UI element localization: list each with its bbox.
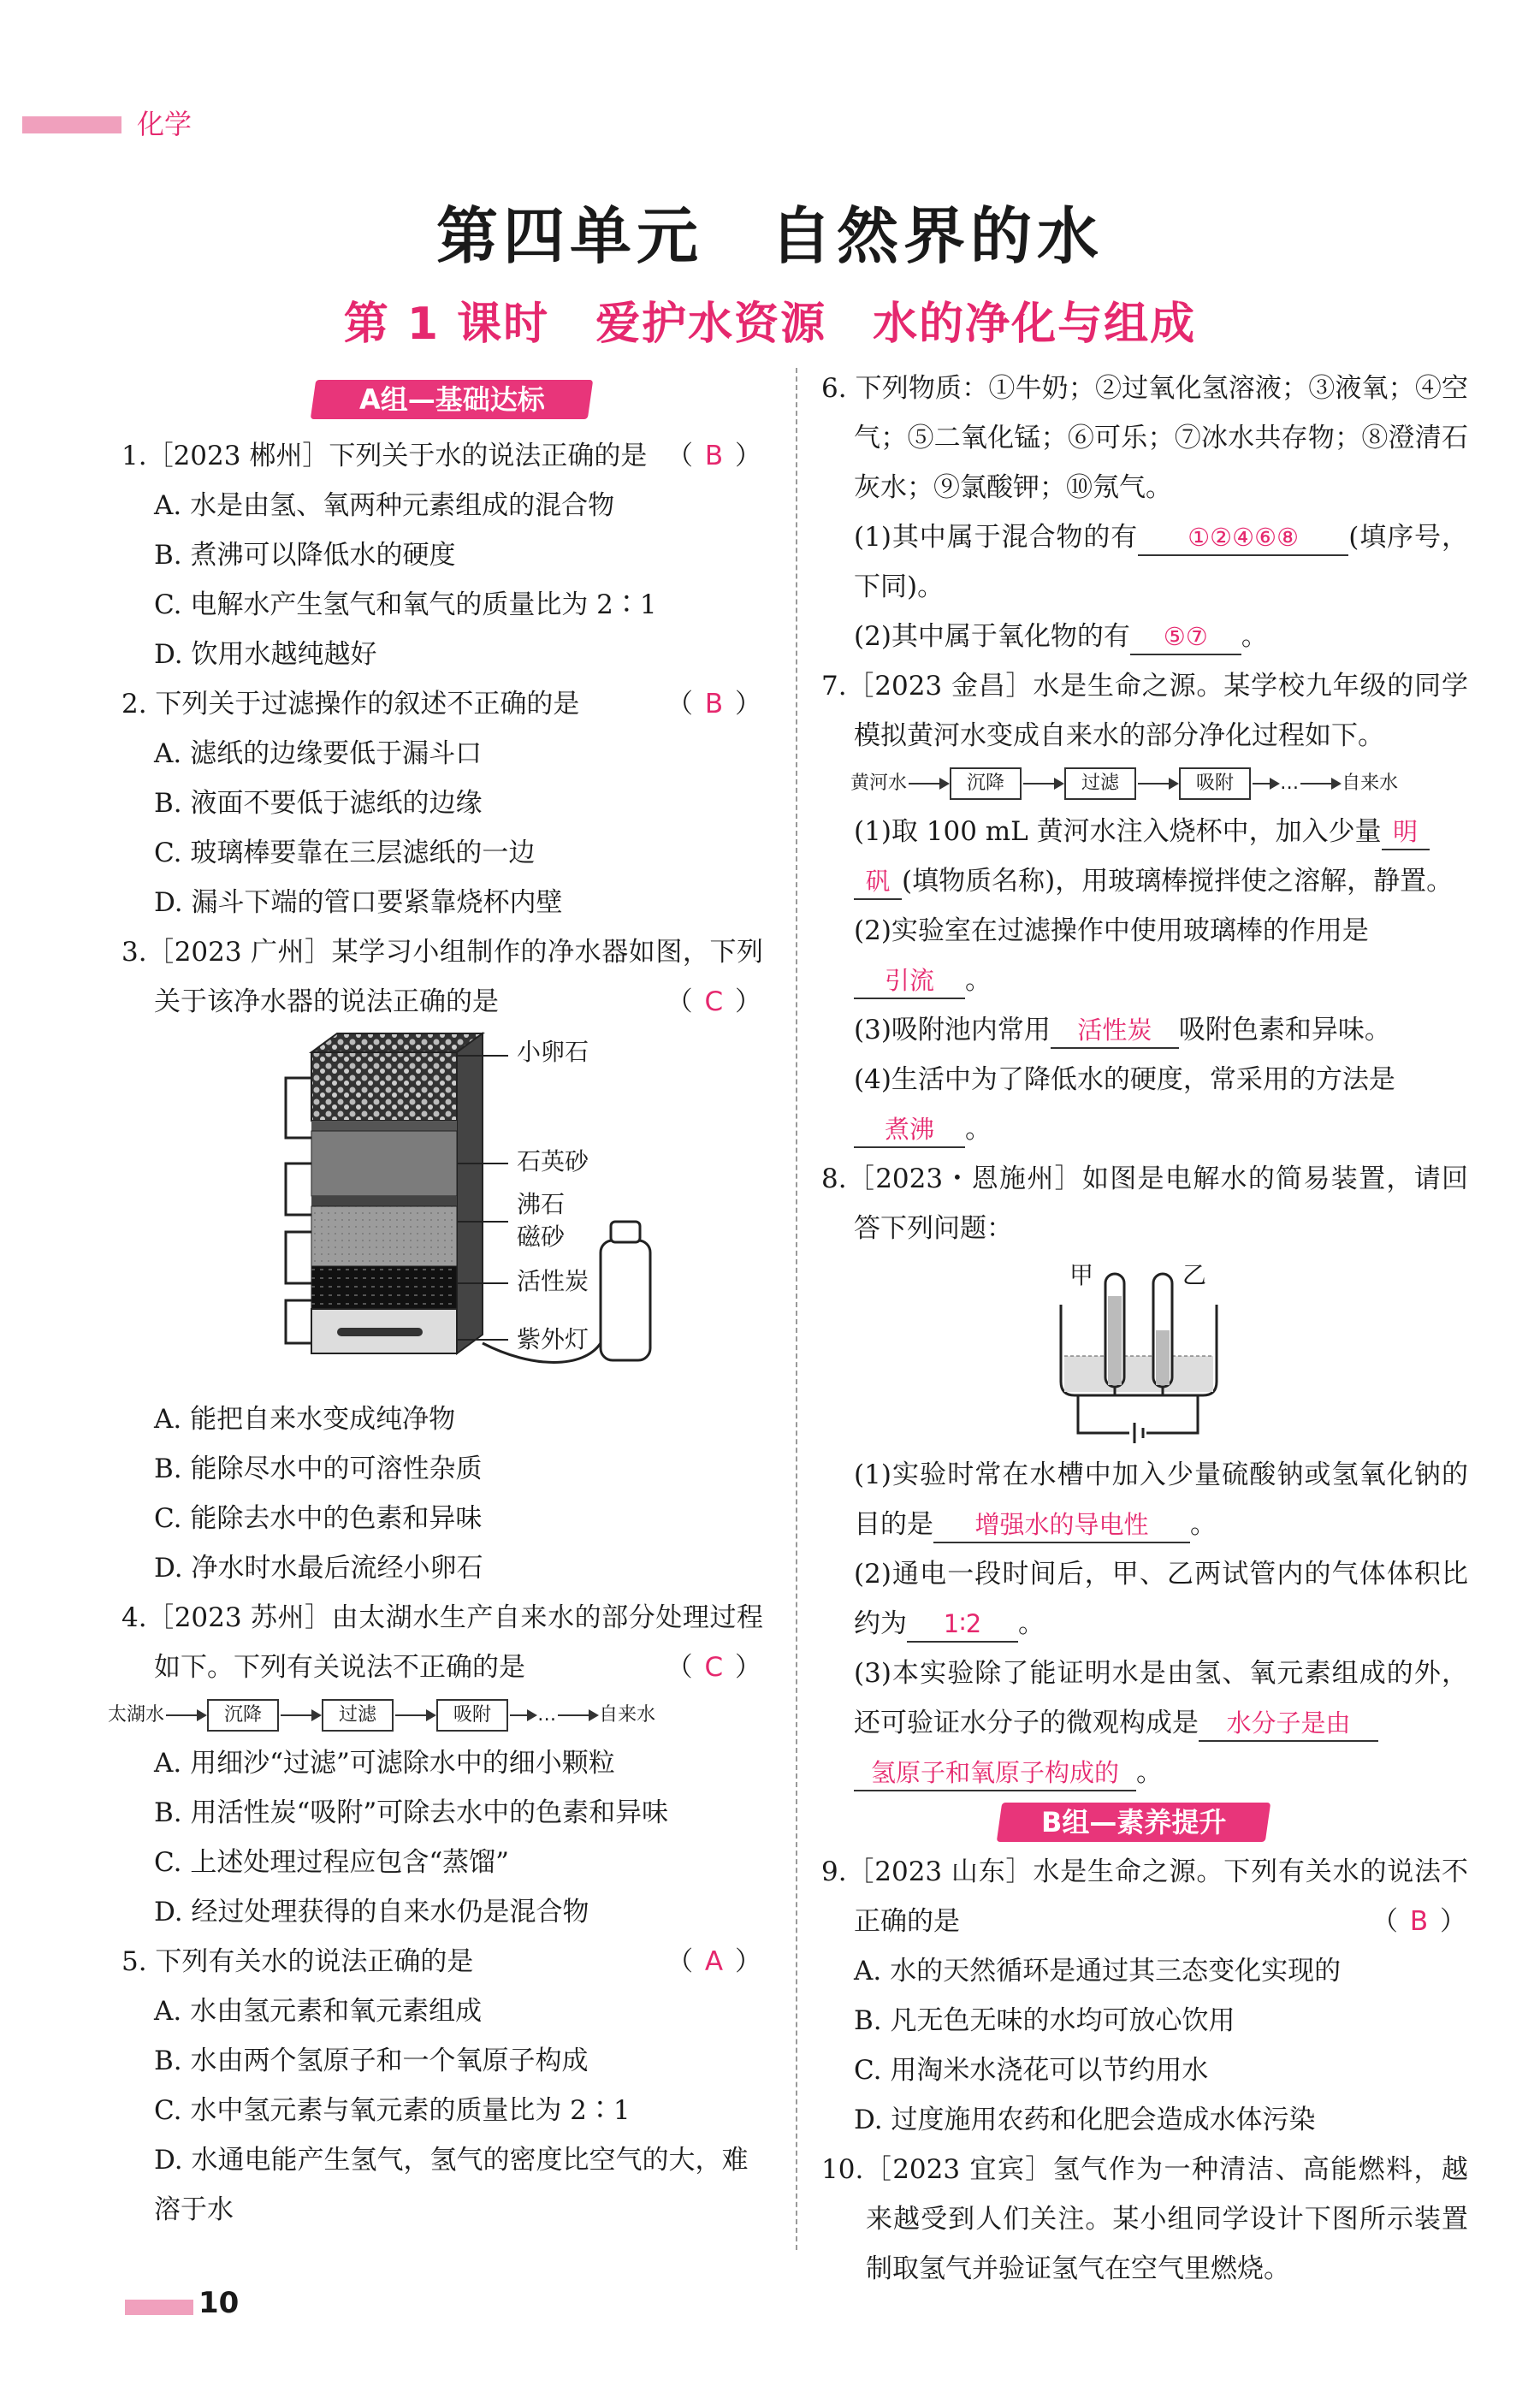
flow-arrow <box>281 1714 320 1716</box>
right-column <box>821 364 1468 2294</box>
q7-part-1: (1)取 100 mL 黄河水注入烧杯中，加入少量 明 矾 (填物质名称)，用玻璃棒搅拌使之溶解，静置。 <box>821 807 1468 906</box>
question-9: 9.［2023 山东］水是生命之源。下列有关水的说法不正确的是 （ B ） A. 水的天然循环是通过其三态变化实现的 B. 凡无色无味的水均可放心饮用 C. 用淘米水浇花可以节约用水 D. 过度施用农药和化肥会造成水体污染 <box>821 1847 1468 2145</box>
q6-stem: 6. 下列物质：①牛奶；②过氧化氢溶液；③液氧；④空气；⑤二氧化锰；⑥可乐；⑦冰水共存物；⑧澄清石灰水；⑨氯酸钾；⑩氖气。 <box>821 373 1468 503</box>
q7-flow-adsorb: 吸附 <box>1179 767 1251 800</box>
q9-option-a: A. 水的天然循环是通过其三态变化实现的 <box>854 1956 1342 1986</box>
q3-option-a: A. 能把自来水变成纯净物 <box>154 1404 456 1435</box>
section-b-row <box>821 1797 1468 1847</box>
q3-option-c: C. 能除去水中的色素和异味 <box>154 1503 483 1534</box>
flow-arrow <box>558 1714 597 1716</box>
q7-flow-ellipsis: … <box>1280 773 1300 794</box>
question-3: 3.［2023 广州］某学习小组制作的净水器如图，下列关于该净水器的说法正确的是 （ C ） 小卵石 石英砂 沸石 磁砂 活性炭 紫外灯 A. 能把自来水变成纯净物 B. 能除尽水中的可溶性杂质 C. 能除去水中的色素和异味 D. 净水时水最后流经小卵石 <box>121 927 763 1593</box>
header-accent-bar <box>22 116 121 133</box>
water-purifier-drawing <box>121 1027 763 1394</box>
water-purifier-figure <box>121 1027 763 1394</box>
question-1: 1.［2023 郴州］下列关于水的说法正确的是 （ B ） A. 水是由氢、氧两种元素组成的混合物 B. 煮沸可以降低水的硬度 C. 电解水产生氢气和氧气的质量比为 2∶1 D. 饮用水越纯越好 <box>121 431 763 679</box>
tube-label-jia: 甲 <box>1069 1261 1094 1289</box>
q7-stem: 7.［2023 金昌］水是生命之源。某学校九年级的同学模拟黄河水变成自来水的部分净化过程如下。 <box>821 671 1468 751</box>
section-b-label: B组—素养提升 <box>1040 1806 1227 1838</box>
q8-answer-2: 1∶2 <box>907 1607 1018 1643</box>
section-b-badge <box>997 1803 1270 1842</box>
q1-option-d: D. 饮用水越纯越好 <box>154 639 377 670</box>
q8-answer-1: 增强水的导电性 <box>933 1507 1190 1543</box>
q3-option-b: B. 能除尽水中的可溶性杂质 <box>154 1454 483 1484</box>
q1-option-c: C. 电解水产生氢气和氧气的质量比为 2∶1 <box>154 589 657 620</box>
q3-answer: C <box>704 986 726 1017</box>
q7-answer-4: 煮沸 <box>854 1112 965 1148</box>
q8-part-2: (2)通电一段时间后，甲、乙两试管内的气体体积比约为 1∶2 。 <box>821 1549 1468 1649</box>
q7-part-2: (2)实验室在过滤操作中使用玻璃棒的作用是 引流 。 <box>821 906 1468 1005</box>
question-8 <box>821 1154 1468 1797</box>
q9-answer: B <box>1409 1906 1430 1937</box>
flow-arrow <box>909 783 948 785</box>
q2-option-c: C. 玻璃棒要靠在三层滤纸的一边 <box>154 838 536 868</box>
q7-flow-filter: 过滤 <box>1064 767 1136 800</box>
tube-label-yi: 乙 <box>1182 1261 1207 1289</box>
subject-label: 化学 <box>137 108 192 140</box>
q9-option-d: D. 过度施用农药和化肥会造成水体污染 <box>854 2105 1316 2135</box>
q8-answer-3b: 氢原子和氧原子构成的 <box>854 1756 1136 1791</box>
label-pebbles: 小卵石 <box>517 1038 589 1066</box>
left-column <box>108 431 763 2235</box>
q1-option-a: A. 水是由氢、氧两种元素组成的混合物 <box>154 490 615 521</box>
q6-part-2: (2)其中属于氧化物的有 ⑤⑦ 。 <box>821 612 1468 661</box>
q4-option-a: A. 用细沙“过滤”可滤除水中的细小颗粒 <box>154 1748 615 1779</box>
flow-arrow <box>1138 783 1177 785</box>
q2-stem: 2. 下列关于过滤操作的叙述不正确的是 <box>121 689 580 719</box>
column-divider <box>796 368 797 2250</box>
q6-answer-1: ①②④⑥⑧ <box>1138 520 1348 556</box>
q6-answer-2: ⑤⑦ <box>1130 619 1241 655</box>
q7-flow-target: 自来水 <box>1342 773 1399 794</box>
question-5: 5. 下列有关水的说法正确的是 （ A ） A. 水由氢元素和氧元素组成 B. 水由两个氢原子和一个氧原子构成 C. 水中氢元素与氧元素的质量比为 2∶1 D. 水通电能产生氢气，氢气的密度比空气的大，难溶于水 <box>121 1937 763 2235</box>
q6-part-1: (1)其中属于混合物的有 ①②④⑥⑧ (填序号，下同)。 <box>854 522 1468 602</box>
q2-option-b: B. 液面不要低于滤纸的边缘 <box>154 788 483 819</box>
q2-option-d: D. 漏斗下端的管口要紧靠烧杯内壁 <box>154 887 563 918</box>
q5-option-b: B. 水由两个氢原子和一个氧原子构成 <box>154 2046 589 2076</box>
label-quartz-sand: 石英砂 <box>517 1147 589 1175</box>
label-magnetic-sand: 磁砂 <box>517 1223 566 1251</box>
q7-answer-2: 引流 <box>854 963 965 999</box>
q4-flow-diagram <box>108 1692 763 1738</box>
q8-stem: 8.［2023・恩施州］如图是电解水的简易装置，请回答下列问题： <box>821 1163 1468 1244</box>
q4-flow-target: 自来水 <box>599 1704 656 1726</box>
q3-option-d: D. 净水时水最后流经小卵石 <box>154 1553 483 1584</box>
page-number: 10 <box>198 2286 240 2320</box>
q4-stem: 4.［2023 苏州］由太湖水生产自来水的部分处理过程如下。下列有关说法不正确的是 <box>121 1602 763 1683</box>
q7-answer-3: 活性炭 <box>1051 1013 1179 1049</box>
footer-accent-bar <box>125 2300 193 2315</box>
flow-arrow <box>1300 783 1340 785</box>
q4-option-d: D. 经过处理获得的自来水仍是混合物 <box>154 1897 589 1927</box>
q4-option-c: C. 上述处理过程应包含“蒸馏” <box>154 1847 510 1878</box>
q3-stem: 3.［2023 广州］某学习小组制作的净水器如图，下列关于该净水器的说法正确的是 <box>121 937 763 1017</box>
q4-answer: C <box>704 1652 726 1683</box>
q1-option-b: B. 煮沸可以降低水的硬度 <box>154 540 456 571</box>
q5-option-a: A. 水由氢元素和氧元素组成 <box>154 1996 483 2027</box>
q9-option-b: B. 凡无色无味的水均可放心饮用 <box>854 2005 1235 2036</box>
q7-flow-source: 黄河水 <box>850 773 908 794</box>
flow-arrow <box>1023 783 1063 785</box>
flow-arrow <box>1253 783 1278 785</box>
q2-option-a: A. 滤纸的边缘要低于漏斗口 <box>154 738 483 769</box>
q1-stem: 1.［2023 郴州］下列关于水的说法正确的是 <box>121 441 648 471</box>
question-10 <box>821 2145 1468 2294</box>
q2-answer: B <box>704 689 726 719</box>
q4-flow-ellipsis: … <box>537 1704 557 1726</box>
section-a-label: A组—基础达标 <box>358 383 545 416</box>
q7-part-3: (3)吸附池内常用 活性炭 吸附色素和异味。 <box>821 1005 1468 1055</box>
q7-flow-diagram <box>850 761 1468 807</box>
q5-option-d: D. 水通电能产生氢气，氢气的密度比空气的大，难溶于水 <box>154 2145 749 2225</box>
q5-stem: 5. 下列有关水的说法正确的是 <box>121 1946 474 1977</box>
q5-answer: A <box>704 1946 726 1977</box>
q4-flow-source: 太湖水 <box>108 1704 165 1726</box>
q9-stem: 9.［2023 山东］水是生命之源。下列有关水的说法不正确的是 <box>821 1856 1468 1937</box>
electrolysis-figure <box>821 1253 1468 1450</box>
label-activated-carbon: 活性炭 <box>517 1267 589 1295</box>
question-7 <box>821 661 1468 1154</box>
flow-arrow <box>510 1714 536 1716</box>
lesson-title: 第 1 课时 爱护水资源 水的净化与组成 <box>343 299 1197 350</box>
q8-part-3: (3)本实验除了能证明水是由氢、氧元素组成的外，还可验证水分子的微观构成是 水分子是由 氢原子和氧原子构成的 。 <box>821 1649 1468 1797</box>
q7-part-4: (4)生活中为了降低水的硬度，常采用的方法是 煮沸 。 <box>821 1055 1468 1154</box>
q8-part-1: (1)实验时常在水槽中加入少量硫酸钠或氢氧化钠的目的是 增强水的导电性 。 <box>821 1450 1468 1549</box>
question-4: 4.［2023 苏州］由太湖水生产自来水的部分处理过程如下。下列有关说法不正确的是 （ C ） 太湖水 沉降 过滤 吸附 … 自来水 A. 用细沙“过滤”可滤除水中的细小颗粒 B. 用活性炭“吸附”可除去水中的色素和异味 C. 上述处理过程应包含“蒸馏” D. 经过处理获得的自来水仍是混合物 <box>121 1593 763 1937</box>
q5-option-c: C. 水中氢元素与氧元素的质量比为 2∶1 <box>154 2095 631 2126</box>
flow-arrow <box>166 1714 205 1716</box>
q4-flow-adsorb: 吸附 <box>436 1699 508 1732</box>
label-zeolite: 沸石 <box>517 1190 566 1218</box>
section-a-badge <box>311 380 593 419</box>
unit-title: 第四单元 自然界的水 <box>435 200 1104 272</box>
q7-answer-1b: 矾 <box>854 864 902 900</box>
label-uv-lamp: 紫外灯 <box>517 1325 589 1353</box>
electrolysis-drawing <box>821 1253 1468 1450</box>
flow-arrow <box>395 1714 435 1716</box>
q10-stem: 10.［2023 宜宾］氢气作为一种清洁、高能燃料，越来越受到人们关注。某小组同学设计下图所示装置制取氢气并验证氢气在空气里燃烧。 <box>821 2154 1468 2284</box>
question-2: 2. 下列关于过滤操作的叙述不正确的是 （ B ） A. 滤纸的边缘要低于漏斗口 B. 液面不要低于滤纸的边缘 C. 玻璃棒要靠在三层滤纸的一边 D. 漏斗下端的管口要紧靠烧杯内壁 <box>121 679 763 927</box>
question-6 <box>821 364 1468 661</box>
q4-option-b: B. 用活性炭“吸附”可除去水中的色素和异味 <box>154 1797 669 1828</box>
q9-option-c: C. 用淘米水浇花可以节约用水 <box>854 2055 1209 2086</box>
q4-flow-filter: 过滤 <box>322 1699 394 1732</box>
q4-flow-settle: 沉降 <box>207 1699 279 1732</box>
q7-flow-settle: 沉降 <box>950 767 1022 800</box>
q1-answer: B <box>704 441 726 471</box>
q7-answer-1a: 明 <box>1382 814 1430 850</box>
q8-answer-3a: 水分子是由 <box>1199 1706 1378 1742</box>
